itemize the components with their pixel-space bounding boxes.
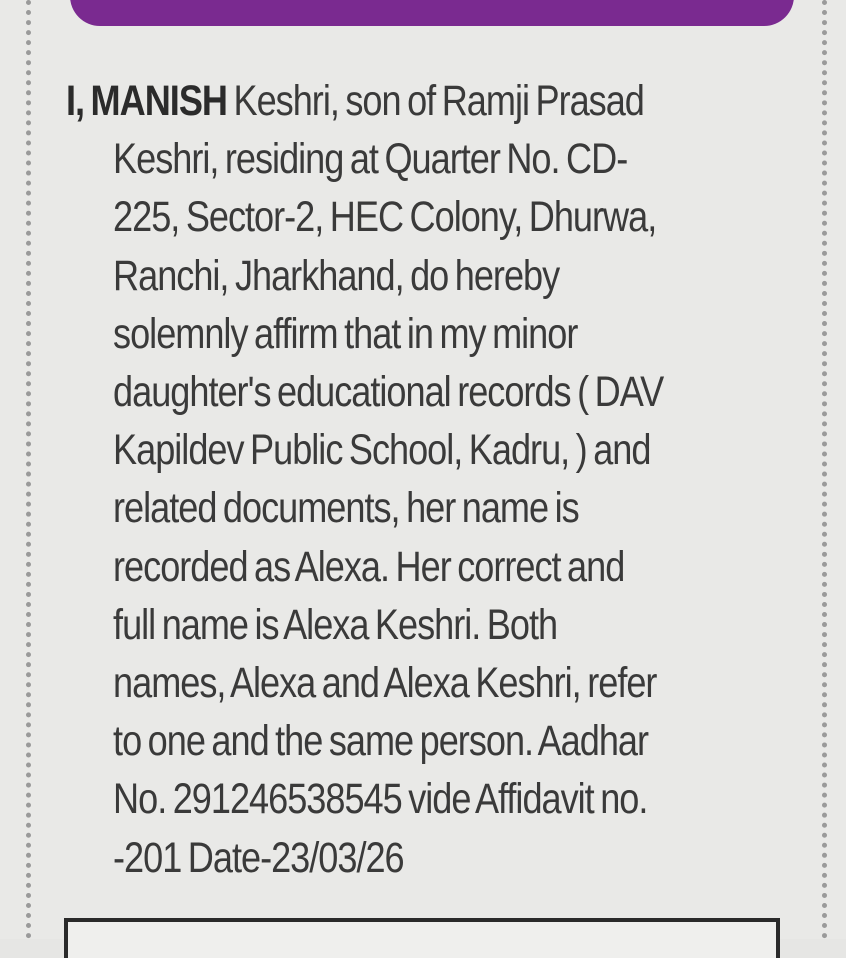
dotted-border-left [26,0,31,939]
notice-line-10: full name is Alexa Keshri. Both [113,600,558,649]
notice-line-13: No. 291246538545 vide Affidavit no. [113,775,648,824]
notice-line-8: related documents, her name is [113,484,579,533]
notice-line-1-text: Keshri, son of Ramji Prasad [226,77,644,125]
notice-line-7: Kapildev Public School, Kadru, ) and [113,426,651,475]
notice-line-4: Ranchi, Jharkhand, do hereby [113,251,560,300]
notice-line-12: to one and the same person. Aadhar [113,717,649,766]
section-banner [70,0,794,26]
notice-lead: I, MANISH [66,77,227,125]
notice-line-14: -201 Date-23/03/26 [113,833,404,882]
affidavit-notice [66,72,806,887]
next-notice-box [64,918,780,958]
notice-line-5: solemnly affirm that in my minor [113,309,578,358]
notice-line-6: daughter's educational records ( DAV [113,368,664,417]
notice-line-2: Keshri, residing at Quarter No. CD- [113,135,628,184]
notice-line-3: 225, Sector-2, HEC Colony, Dhurwa, [113,193,657,242]
notice-line-11: names, Alexa and Alexa Keshri, refer [113,659,657,708]
notice-line-9: recorded as Alexa. Her correct and [113,542,625,591]
notice-line-1 [66,72,688,130]
dotted-border-right [822,0,827,939]
